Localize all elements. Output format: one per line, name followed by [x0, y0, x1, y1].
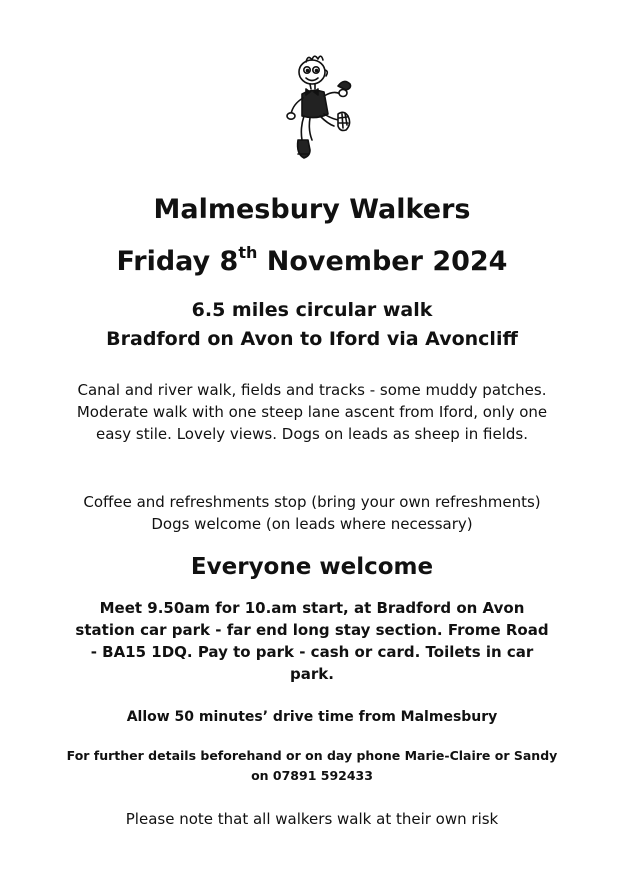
date-day: Friday 8: [116, 246, 239, 277]
page-title: Malmesbury Walkers: [153, 194, 471, 225]
drive-time-info: Allow 50 minutes’ drive time from Malmesbury: [126, 709, 498, 725]
date-month-year: November 2024: [257, 246, 508, 277]
dogs-line: Dogs welcome (on leads where necessary): [151, 515, 473, 533]
walk-description: Canal and river walk, fields and tracks - some muddy patches. Moderate walk with one steep lane ascent from Iford, only one easy stile. Lovely views. Dogs on leads as sheep in fields.: [76, 381, 548, 443]
coffee-line: Coffee and refreshments stop (bring your own refreshments): [83, 493, 541, 511]
contact-details: For further details beforehand or on day phone Marie-Claire or Sandy on 07891 592433: [66, 748, 558, 783]
date-ordinal: th: [238, 243, 258, 262]
walking-man-icon: [276, 50, 364, 170]
walk-distance: 6.5 miles circular walk: [191, 299, 433, 321]
walk-summary: [40, 296, 584, 354]
welcome-heading: Everyone welcome: [190, 554, 434, 580]
risk-note: Please note that all walkers walk at their own risk: [125, 810, 499, 828]
refreshments-info: [40, 491, 584, 535]
walk-route: Bradford on Avon to Iford via Avoncliff: [106, 328, 518, 350]
walk-date: [40, 244, 584, 280]
meeting-info: Meet 9.50am for 10.am start, at Bradford on Avon station car park - far end long stay section. Frome Road - BA15 1DQ. Pay to park - cash or card. Toilets in car park.: [75, 599, 549, 683]
